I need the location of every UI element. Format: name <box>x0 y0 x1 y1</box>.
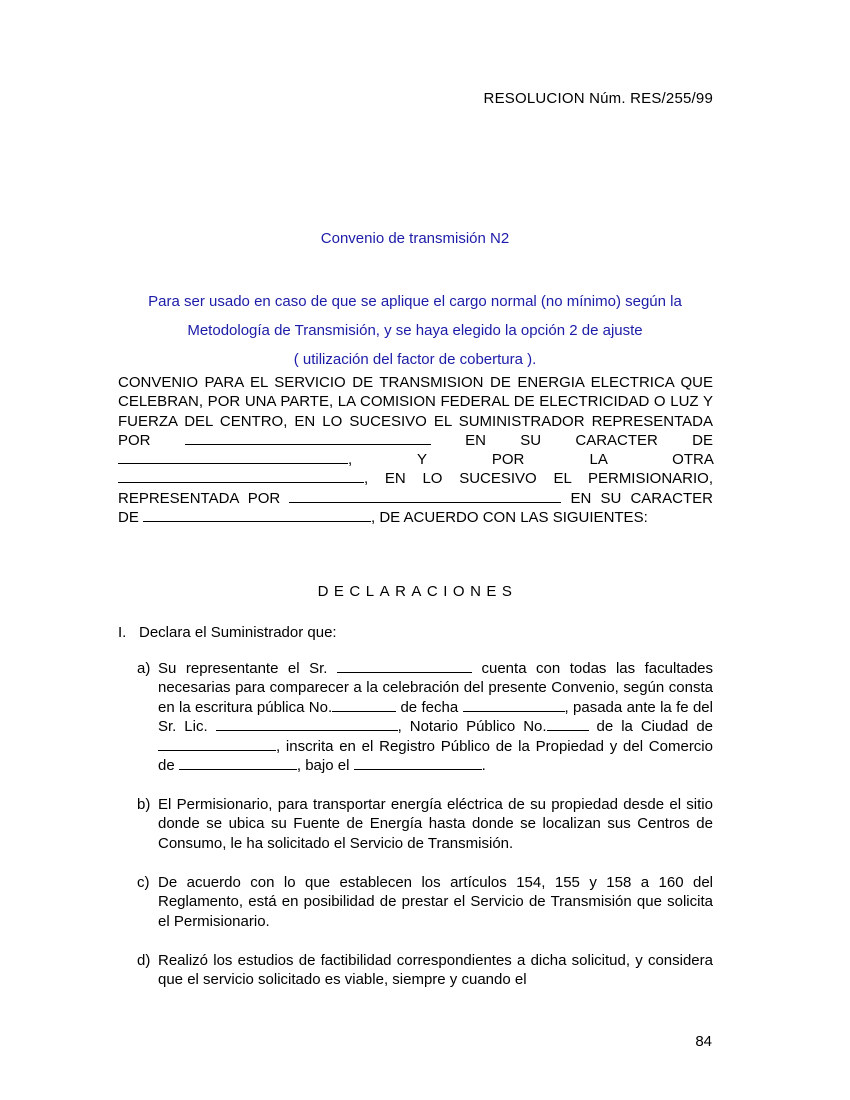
item-a-part-3: de fecha <box>400 698 459 716</box>
declarations-list <box>137 659 713 1009</box>
item-a-part-2: cuenta con todas las facultades necesarias para comparecer a la celebración del presente Convenio, según consta en la escritura pública No. <box>158 660 714 716</box>
blank-commerce-registry <box>179 756 297 770</box>
item-a-part-7: , inscrita en el Registro Público de la Propiedad y del Comercio de <box>158 737 713 775</box>
subtitle-line-1: Para ser usado en caso de que se aplique el cargo normal (no mínimo) según la <box>148 293 682 310</box>
item-a-part-1: Su representante el Sr. <box>158 660 328 677</box>
blank-notary-name <box>216 717 398 731</box>
preamble-text-4: , EN LO SUCESIVO EL PERMISIONARIO, REPRESENTADA POR <box>118 470 713 507</box>
blank-permisionario-name <box>118 469 364 483</box>
subtitle-line-3: ( utilización del factor de cobertura ). <box>293 351 537 368</box>
blank-suministrador-representative <box>185 431 431 445</box>
item-d-letter: d) <box>137 951 151 969</box>
preamble-text-1: CONVENIO PARA EL SERVICIO DE TRANSMISION DE ENERGIA ELECTRICA QUE CELEBRAN, POR UNA PARTE, LA COMISION FEDERAL DE ELECTRICIDAD O LUZ Y FUERZA DEL CENTRO, EN LO SUCESIVO EL SUMINISTRADOR REPRESENTADA POR <box>118 374 713 449</box>
blank-deed-date <box>463 698 565 712</box>
page-number: 84 <box>695 1033 712 1050</box>
preamble-text-6: , DE ACUERDO CON LAS SIGUIENTES: <box>371 509 648 527</box>
item-c-letter: c) <box>137 873 150 891</box>
item-a-part-6: de la Ciudad de <box>596 718 714 736</box>
preamble-text-2: EN SU CARACTER DE <box>465 431 713 449</box>
document-title: Convenio de transmisión N2 <box>320 230 510 247</box>
blank-permisionario-representative <box>289 489 561 503</box>
item-b-text: El Permisionario, para transportar energía eléctrica de su propiedad desde el sitio donde se ubica su Fuente de Energía hasta donde se localizan sus Centros de Consumo, le ha solicitado el Servicio de Transmisión. <box>158 796 713 852</box>
blank-registry-entry <box>354 756 482 770</box>
item-a-part-8: , bajo el <box>296 757 350 775</box>
list-item <box>137 659 713 775</box>
declaraciones-heading: DECLARACIONES <box>317 583 518 600</box>
section-1-heading <box>118 624 337 641</box>
preamble-text-3: , Y POR LA OTRA <box>348 451 713 469</box>
list-item <box>137 951 713 990</box>
document-subtitle <box>110 287 720 374</box>
blank-city <box>158 737 276 751</box>
blank-deed-number <box>332 698 396 712</box>
preamble-text-5: EN SU CARACTER DE <box>118 489 713 527</box>
item-a-part-5: , Notario Público No. <box>397 718 547 736</box>
section-1-label: Declara el Suministrador que: <box>139 624 337 641</box>
item-b-letter: b) <box>137 796 151 814</box>
item-d-text: Realizó los estudios de factibilidad correspondientes a dicha solicitud, y considera que el servicio solicitado es viable, siempre y cuando el <box>158 951 713 989</box>
agreement-preamble <box>118 373 713 527</box>
item-a-part-9: . <box>481 757 486 775</box>
blank-representative-name <box>337 659 472 673</box>
item-a-part-4: , pasada ante la fe del Sr. Lic. <box>158 698 713 736</box>
blank-permisionario-role <box>143 508 371 522</box>
subtitle-line-2: Metodología de Transmisión, y se haya elegido la opción 2 de ajuste <box>187 322 643 339</box>
list-item <box>137 795 713 853</box>
item-a-letter: a) <box>137 660 151 677</box>
blank-suministrador-role <box>118 450 348 464</box>
item-a-text <box>158 659 713 775</box>
section-1-number: I. <box>118 624 127 641</box>
list-item <box>137 873 713 931</box>
resolution-header: RESOLUCION Núm. RES/255/99 <box>483 90 713 107</box>
item-c-text: De acuerdo con lo que establecen los artículos 154, 155 y 158 a 160 del Reglamento, está en posibilidad de prestar el Servicio de Transmisión que solicita el Permisionario. <box>158 873 713 930</box>
blank-notary-number <box>547 717 589 731</box>
